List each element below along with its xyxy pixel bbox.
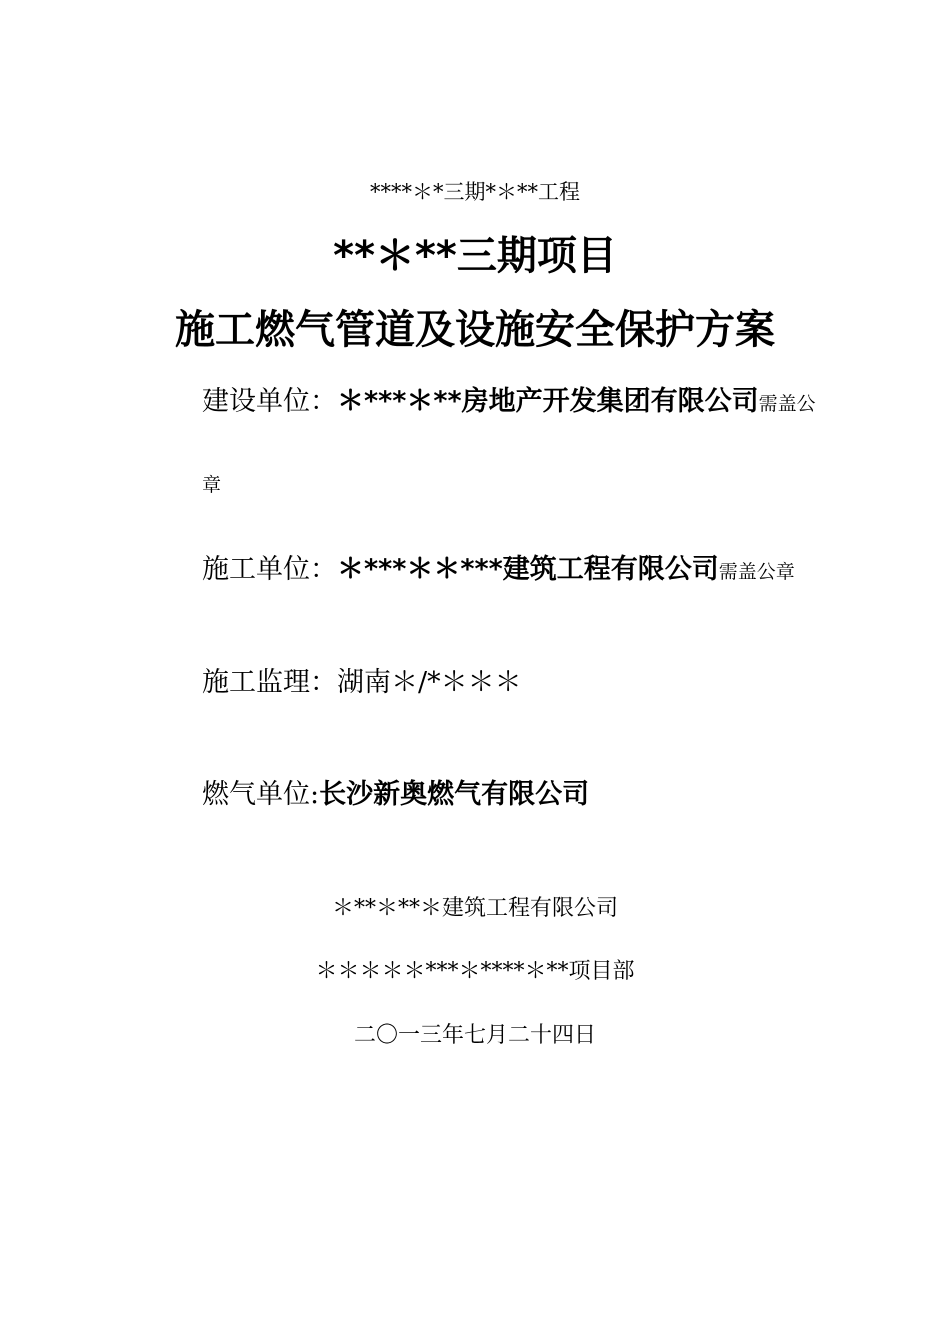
owner-value: ＊***＊**房地产开发集团有限公司: [337, 386, 759, 417]
owner-seal-note-continuation: 章: [202, 474, 222, 496]
owner-seal-note: 需盖公: [758, 393, 816, 415]
contractor-value: ＊***＊＊***建筑工程有限公司: [337, 554, 719, 585]
footer-date: 二〇一三年七月二十四日: [353, 1023, 596, 1048]
contractor-label: 施工单位：: [202, 554, 337, 585]
project-name-line: ****＊*三期*＊**工程: [370, 180, 580, 204]
document-title-line-1: **＊**三期项目: [333, 233, 617, 279]
supervisor-label: 施工监理：: [202, 667, 337, 698]
supervisor-value: 湖南＊/*＊＊＊: [337, 667, 522, 698]
gas-company-field: [202, 781, 589, 808]
contractor-field: [202, 556, 795, 583]
owner-field: [202, 388, 816, 415]
footer-company: ＊**＊**＊建筑工程有限公司: [331, 896, 618, 921]
gas-company-value: 长沙新奥燃气有限公司: [319, 779, 590, 810]
gas-company-label: 燃气单位:: [202, 779, 320, 810]
document-title-line-2: 施工燃气管道及设施安全保护方案: [175, 307, 775, 353]
contractor-seal-note: 需盖公章: [718, 561, 795, 583]
supervisor-field: [202, 669, 522, 696]
footer-department: ＊＊＊＊＊***＊****＊**项目部: [315, 959, 635, 984]
owner-label: 建设单位：: [202, 386, 337, 417]
